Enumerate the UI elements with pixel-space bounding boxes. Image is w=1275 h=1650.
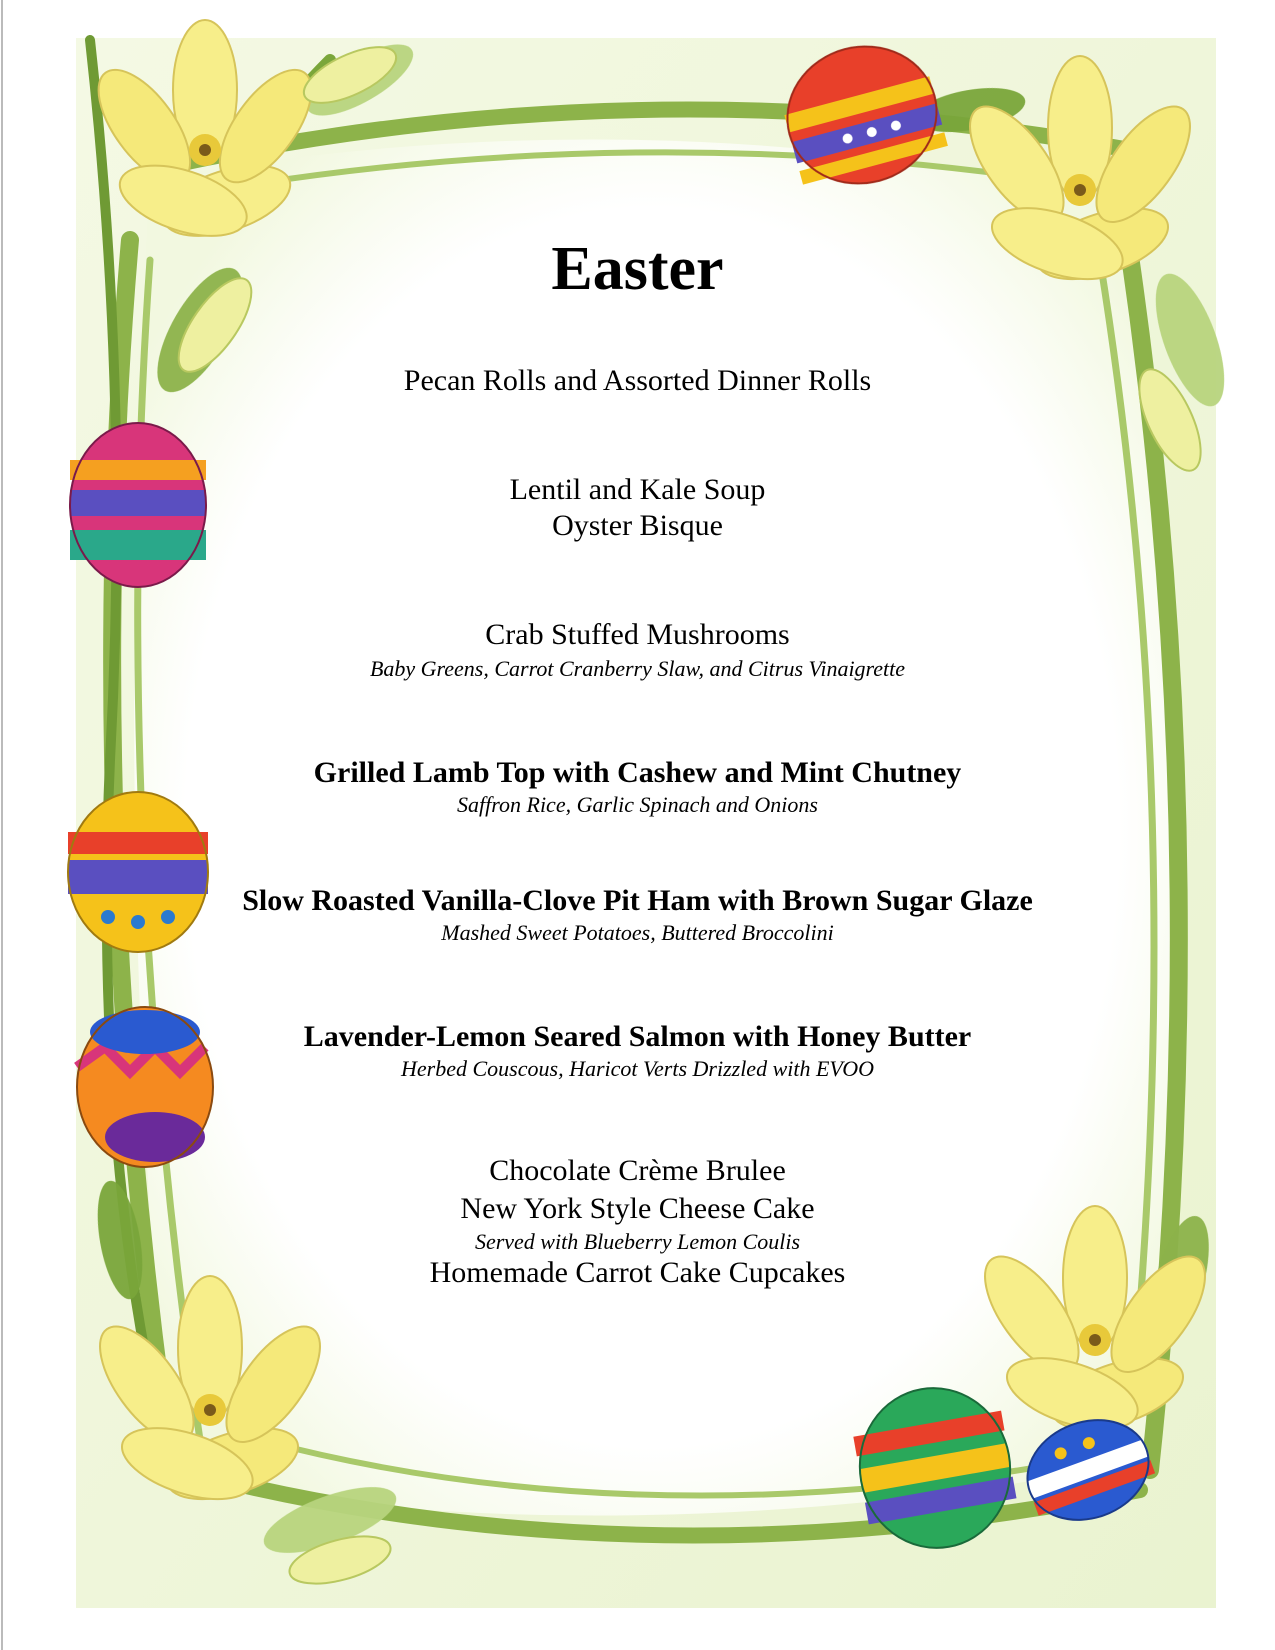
- entree-3-description: Herbed Couscous, Haricot Verts Drizzled with EVOO: [401, 1056, 874, 1081]
- entree-1-name: Grilled Lamb Top with Cashew and Mint Chutney: [313, 756, 962, 789]
- dessert-item-2: New York Style Cheese Cake: [460, 1192, 815, 1225]
- bread-course: Pecan Rolls and Assorted Dinner Rolls: [403, 364, 872, 397]
- entree-3-name: Lavender-Lemon Seared Salmon with Honey Butter: [303, 1020, 972, 1053]
- menu-title: Easter: [551, 235, 724, 303]
- appetizer-name: Crab Stuffed Mushrooms: [485, 618, 790, 651]
- entree-1-description: Saffron Rice, Garlic Spinach and Onions: [457, 792, 818, 817]
- soup-item-2: Oyster Bisque: [552, 509, 723, 542]
- dessert-item-3: Homemade Carrot Cake Cupcakes: [429, 1256, 846, 1289]
- entree-2-name: Slow Roasted Vanilla-Clove Pit Ham with Brown Sugar Glaze: [242, 884, 1033, 917]
- appetizer-description: Baby Greens, Carrot Cranberry Slaw, and Citrus Vinaigrette: [369, 656, 906, 681]
- entree-2-description: Mashed Sweet Potatoes, Buttered Broccolini: [441, 920, 834, 945]
- dessert-item-2-note: Served with Blueberry Lemon Coulis: [474, 1229, 801, 1254]
- soup-item-1: Lentil and Kale Soup: [509, 473, 766, 506]
- dessert-item-1: Chocolate Crème Brulee: [489, 1154, 786, 1187]
